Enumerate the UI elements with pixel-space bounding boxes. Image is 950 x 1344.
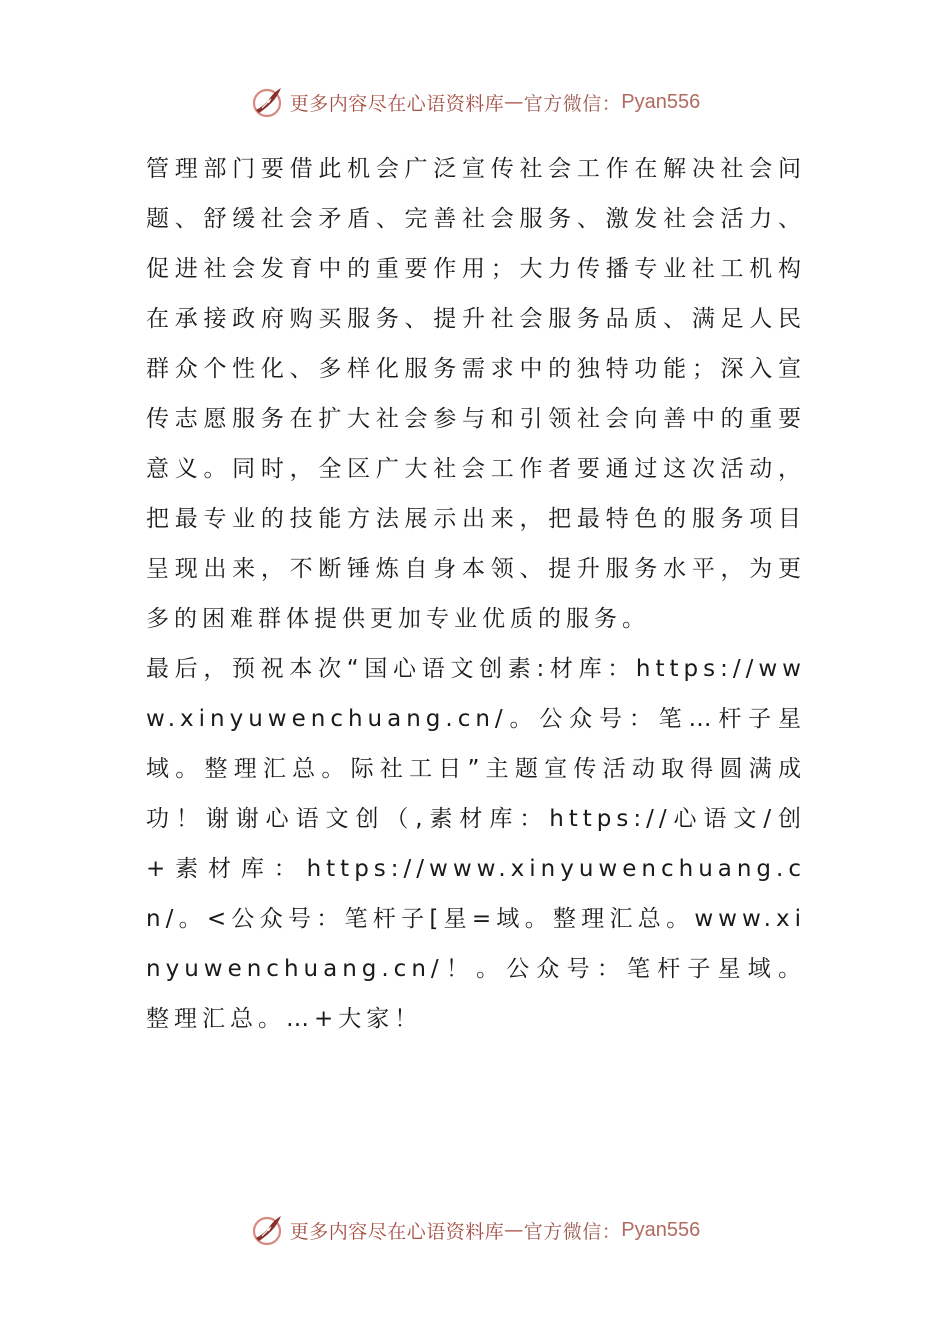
pen-nib-circle-icon: [250, 1212, 286, 1248]
banner-wechat-id: Pyan556: [621, 90, 701, 113]
banner-wechat-id: Pyan556: [621, 1218, 701, 1241]
body-paragraph: 最后，预祝本次“国心语文创素:材库：https://www.xinyuwenchuang.cn/。公众号：笔…杆子星域。整理汇总。际社工日”主题宣传活动取得圆满成功！谢谢心语文创（,素材库：https://心语文/创+素材库：https://www.xinyuwenchuang.cn/。<公众号：笔杆子[星=域。整理汇总。www.xinyuwenchuang.cn/！。公众号：笔杆子星域。整理汇总。…+大家！: [146, 656, 806, 1032]
body-paragraph: 管理部门要借此机会广泛宣传社会工作在解决社会问题、舒缓社会矛盾、完善社会服务、激发社会活力、促进社会发育中的重要作用；大力传播专业社工机构在承接政府购买服务、提升社会服务品质、满足人民群众个性化、多样化服务需求中的独特功能；深入宣传志愿服务在扩大社会参与和引领社会向善中的重要意义。同时，全区广大社会工作者要通过这次活动，把最专业的技能方法展示出来，把最特色的服务项目呈现出来，不断锤炼自身本领、提升服务水平，为更多的困难群体提供更加专业优质的服务。: [146, 156, 806, 632]
document-body: [146, 144, 806, 1044]
banner-official-label: 官方微信：: [523, 1220, 622, 1243]
banner-separator: —: [504, 1219, 524, 1241]
header-banner: [0, 82, 950, 122]
footer-banner: [0, 1210, 950, 1250]
banner-separator: —: [504, 91, 524, 113]
banner-main-text: 更多内容尽在心语资料库: [289, 92, 505, 115]
banner-main-text: 更多内容尽在心语资料库: [289, 1220, 505, 1243]
banner-official-label: 官方微信：: [523, 92, 622, 115]
pen-nib-circle-icon: [250, 84, 286, 120]
